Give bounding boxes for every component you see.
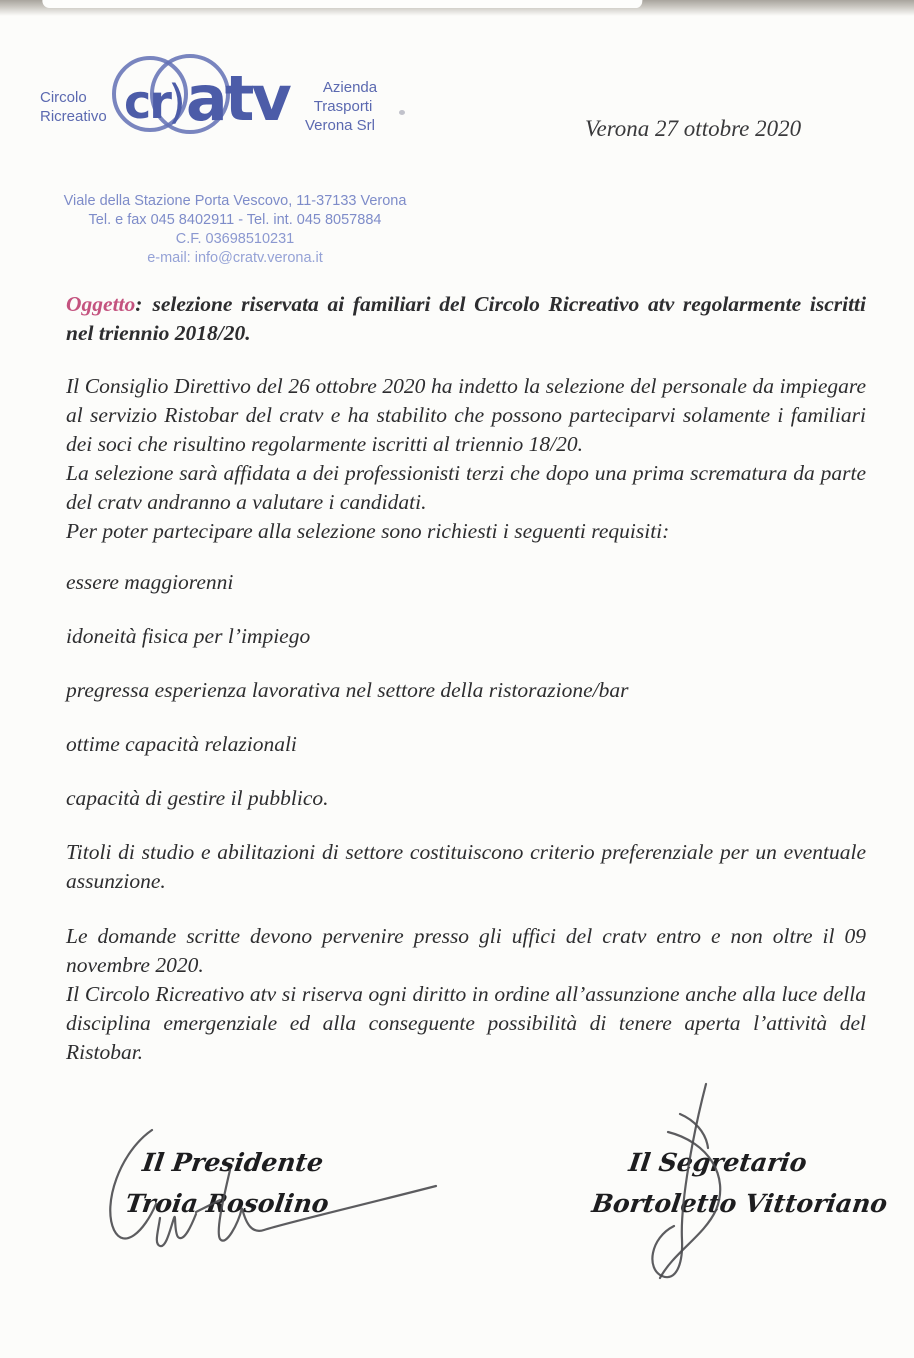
subject-colon: : [135, 292, 143, 316]
paragraph-selection-announcement: Il Consiglio Direttivo del 26 ottobre 2020 ha indetto la selezione del personale da impiegare al servizio Ristobar del cratv e ha stabilito che possono parteciparvi solamente i familiari dei soci che risultino regolarmente iscritti al triennio 18/20. [66, 374, 866, 456]
address-phone: Tel. e fax 045 8402911 - Tel. int. 045 8057884 [88, 212, 382, 228]
secretary-signature-block [590, 1148, 890, 1218]
paragraph-selection-process: La selezione sarà affidata a dei professionisti terzi che dopo una prima scrematura da parte del cratv andranno a valutare i candidati. [66, 461, 866, 514]
subject-line [66, 290, 866, 348]
subject-label: Oggetto [66, 292, 136, 316]
letter-body [66, 290, 866, 1067]
logo-cr-text: cr [124, 75, 170, 129]
paragraph-requirements-intro: Per poter partecipare alla selezione sono richiesti i seguenti requisiti: [66, 519, 670, 543]
president-signature-block [115, 1148, 345, 1218]
subject-text: selezione riservata ai familiari del Circolo Ricreativo atv regolarmente iscritti nel triennio 2018/20. [66, 292, 866, 345]
org-left-line2: Ricreativo [40, 108, 107, 125]
requirement-item: pregressa esperienza lavorativa nel settore della ristorazione/bar [66, 678, 629, 702]
requirement-item: essere maggiorenni [66, 570, 234, 594]
requirement-item: ottime capacità relazionali [66, 732, 297, 756]
secretary-title: Il Segretario [627, 1148, 809, 1177]
paragraph-preferential-criteria: Titoli di studio e abilitazioni di settore costituiscono criterio preferenziale per un eventuale assunzione. [66, 840, 866, 893]
address-email: e-mail: info@cratv.verona.it [147, 250, 323, 266]
address-fiscal-code: C.F. 03698510231 [175, 231, 295, 247]
logo-atv-text: atv [185, 62, 289, 135]
address-street: Viale della Stazione Porta Vescovo, 11-37133 Verona [63, 193, 407, 209]
president-name: Troia Rosolino [123, 1189, 331, 1218]
date-line: Verona 27 ottobre 2020 [585, 116, 802, 141]
logo-paren-text: ) [167, 75, 186, 129]
org-right-line2: Trasporti [313, 98, 373, 115]
letterhead-address [50, 192, 420, 268]
president-title: Il Presidente [140, 1148, 326, 1177]
org-left-line1: Circolo [40, 89, 87, 106]
secretary-name: Bortoletto Vittoriano [590, 1189, 890, 1218]
scan-paper-edge [42, 0, 643, 8]
paragraph-rights-reservation: Il Circolo Ricreativo atv si riserva ogni diritto in ordine all’assunzione anche alla luce della disciplina emergenziale ed alla conseguente possibilità di tenere aperta l’attività del Ristobar. [66, 982, 866, 1064]
scan-speck [399, 110, 405, 115]
org-name-right [288, 78, 398, 135]
requirement-item: capacità di gestire il pubblico. [66, 786, 329, 810]
org-name-left [40, 88, 107, 126]
requirement-item: idoneità fisica per l’impiego [66, 624, 311, 648]
paragraph-application-deadline: Le domande scritte devono pervenire presso gli uffici del cratv entro e non oltre il 09 novembre 2020. [66, 924, 866, 977]
logo-wordmark [124, 60, 289, 133]
org-right-line3: Verona Srl [304, 117, 376, 134]
org-right-line1: Azienda [322, 79, 378, 96]
